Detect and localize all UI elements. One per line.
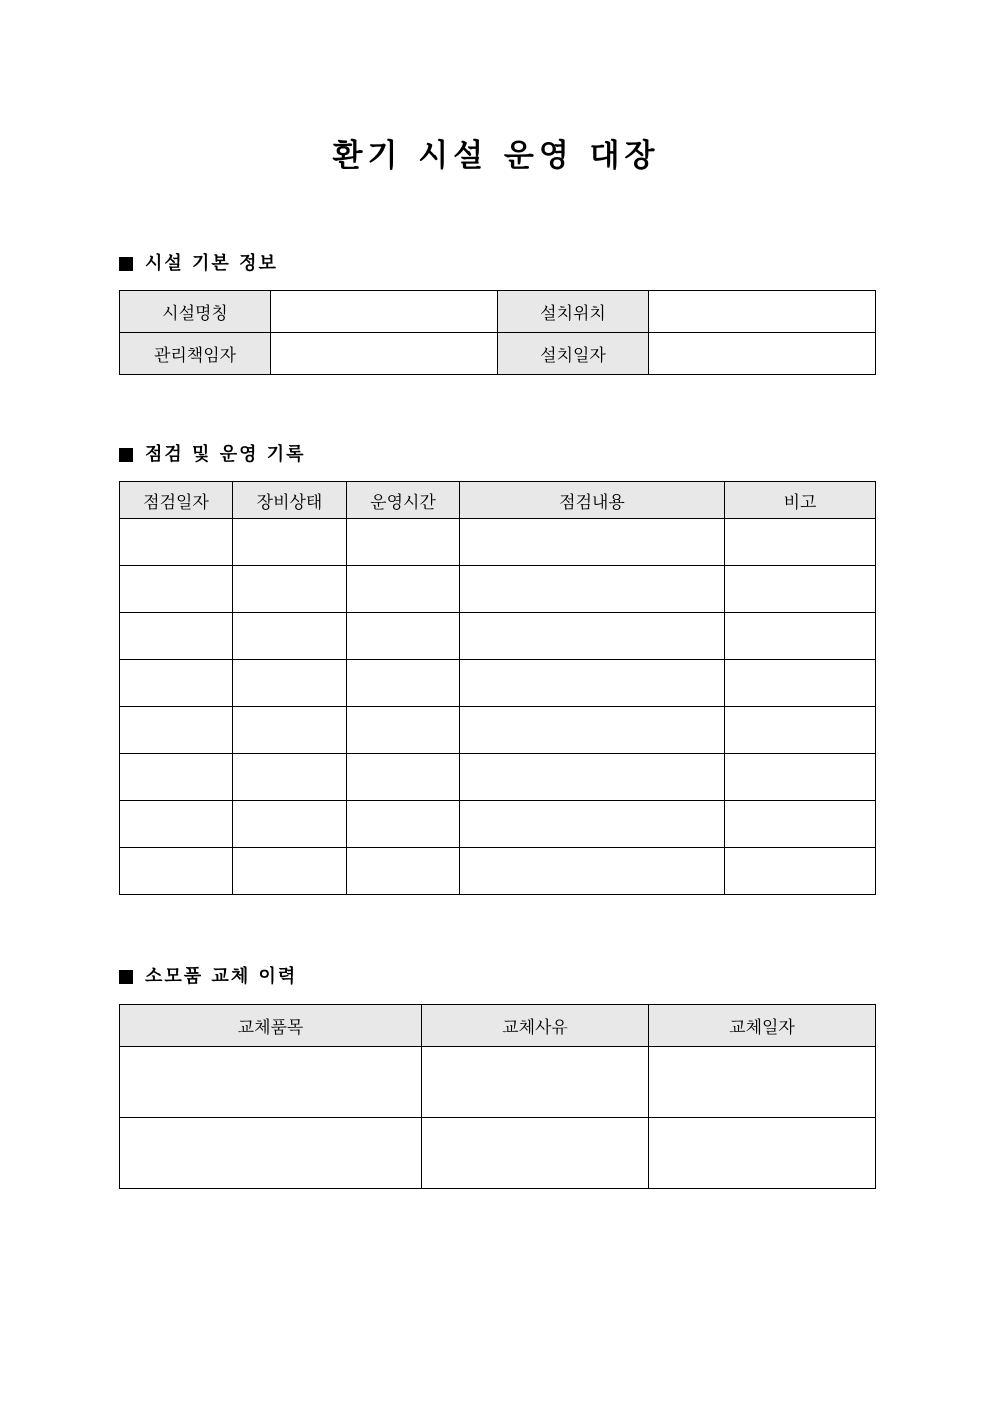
table-cell[interactable]	[233, 848, 347, 895]
table-cell[interactable]	[422, 1118, 649, 1189]
table-row	[120, 519, 876, 566]
table-cell[interactable]	[347, 519, 460, 566]
table-cell[interactable]	[120, 566, 233, 613]
table-cell[interactable]	[233, 707, 347, 754]
table-row	[120, 801, 876, 848]
table-cell[interactable]	[725, 848, 876, 895]
column-header: 비고	[725, 482, 876, 519]
table-cell[interactable]	[347, 754, 460, 801]
table-row	[120, 291, 876, 333]
install-location-field[interactable]	[649, 291, 876, 333]
install-date-field[interactable]	[649, 333, 876, 375]
section-heading-parts	[119, 965, 297, 989]
table-cell[interactable]	[460, 707, 725, 754]
column-header: 장비상태	[233, 482, 347, 519]
column-header: 교체품목	[120, 1005, 422, 1047]
page-title: 환기 시설 운영 대장	[332, 138, 660, 174]
column-header: 교체사유	[422, 1005, 649, 1047]
column-header: 교체일자	[649, 1005, 876, 1047]
table-cell[interactable]	[460, 754, 725, 801]
table-cell[interactable]	[120, 519, 233, 566]
section-heading-records	[119, 443, 306, 467]
table-cell[interactable]	[347, 613, 460, 660]
table-row	[120, 848, 876, 895]
table-cell[interactable]	[120, 660, 233, 707]
table-row	[120, 566, 876, 613]
table-cell[interactable]	[725, 660, 876, 707]
facility-name-field[interactable]	[271, 291, 498, 333]
table-cell[interactable]	[347, 801, 460, 848]
table-cell[interactable]	[347, 660, 460, 707]
section-heading-text: 점검 및 운영 기록	[145, 444, 306, 465]
parts-replacement-table	[119, 1004, 876, 1189]
inspection-record-table	[119, 481, 876, 895]
table-cell[interactable]	[725, 754, 876, 801]
section-heading-text: 시설 기본 정보	[145, 253, 278, 274]
table-cell[interactable]	[460, 801, 725, 848]
table-cell[interactable]	[120, 1047, 422, 1118]
table-cell[interactable]	[649, 1118, 876, 1189]
table-cell[interactable]	[233, 754, 347, 801]
table-cell[interactable]	[460, 613, 725, 660]
column-header: 점검일자	[120, 482, 233, 519]
label-facility-name: 시설명칭	[120, 291, 271, 333]
table-cell[interactable]	[347, 707, 460, 754]
table-cell[interactable]	[233, 566, 347, 613]
table-cell[interactable]	[460, 660, 725, 707]
label-manager: 관리책임자	[120, 333, 271, 375]
label-install-date: 설치일자	[498, 333, 649, 375]
table-cell[interactable]	[233, 660, 347, 707]
table-cell[interactable]	[120, 613, 233, 660]
column-header: 운영시간	[347, 482, 460, 519]
table-header-row	[120, 482, 876, 519]
table-row	[120, 613, 876, 660]
table-row	[120, 1047, 876, 1118]
table-cell[interactable]	[120, 754, 233, 801]
table-row	[120, 333, 876, 375]
square-bullet-icon	[119, 448, 133, 462]
table-cell[interactable]	[347, 566, 460, 613]
table-cell[interactable]	[120, 801, 233, 848]
table-cell[interactable]	[347, 848, 460, 895]
table-cell[interactable]	[460, 566, 725, 613]
table-cell[interactable]	[233, 801, 347, 848]
table-cell[interactable]	[725, 801, 876, 848]
section-heading-basic-info	[119, 252, 278, 276]
table-cell[interactable]	[120, 1118, 422, 1189]
table-cell[interactable]	[725, 707, 876, 754]
section-heading-text: 소모품 교체 이력	[145, 966, 298, 987]
table-cell[interactable]	[422, 1047, 649, 1118]
basic-info-table	[119, 290, 876, 375]
square-bullet-icon	[119, 970, 133, 984]
table-cell[interactable]	[725, 613, 876, 660]
table-cell[interactable]	[649, 1047, 876, 1118]
column-header: 점검내용	[460, 482, 725, 519]
table-cell[interactable]	[725, 566, 876, 613]
table-row	[120, 707, 876, 754]
table-cell[interactable]	[460, 519, 725, 566]
table-cell[interactable]	[120, 707, 233, 754]
table-cell[interactable]	[233, 613, 347, 660]
table-cell[interactable]	[460, 848, 725, 895]
table-cell[interactable]	[725, 519, 876, 566]
square-bullet-icon	[119, 257, 133, 271]
table-cell[interactable]	[233, 519, 347, 566]
table-row	[120, 660, 876, 707]
label-install-location: 설치위치	[498, 291, 649, 333]
table-cell[interactable]	[120, 848, 233, 895]
table-row	[120, 1118, 876, 1189]
manager-field[interactable]	[271, 333, 498, 375]
table-row	[120, 754, 876, 801]
table-header-row	[120, 1005, 876, 1047]
